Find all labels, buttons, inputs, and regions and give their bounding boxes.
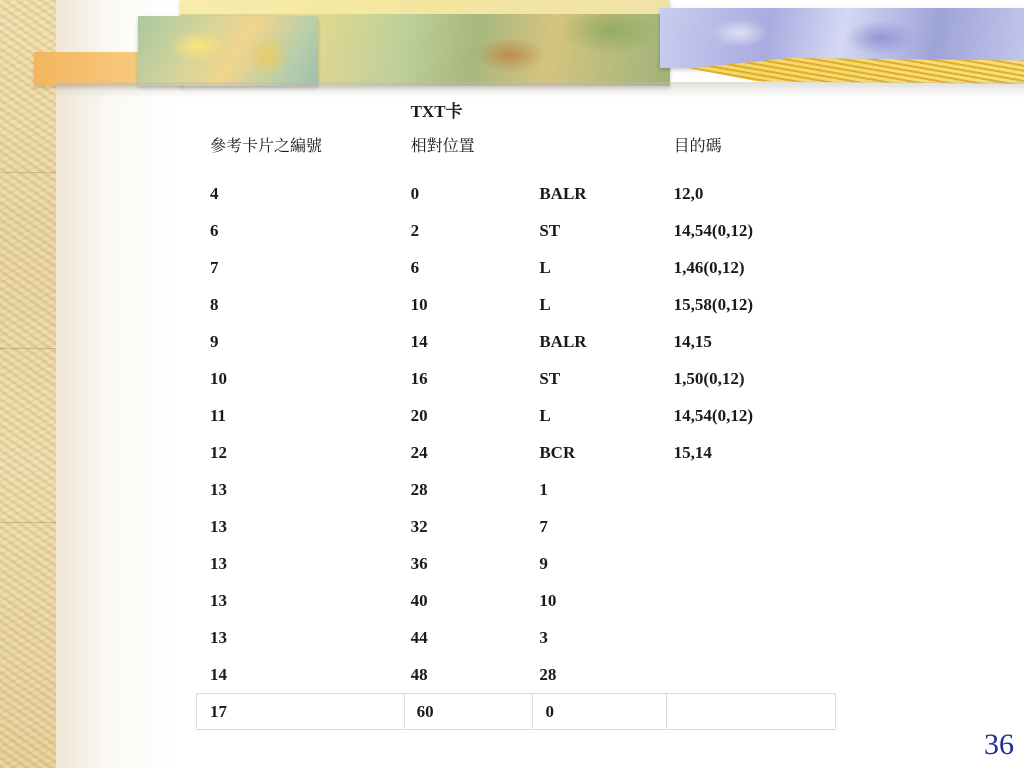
cell-relative-position: 14 <box>410 331 428 351</box>
cell-card-number: 9 <box>210 331 219 351</box>
table-body <box>196 175 836 730</box>
top-banner-decoration <box>0 0 1024 92</box>
cell-relative-position: 44 <box>410 627 428 647</box>
cell-instruction: 0 <box>532 694 666 729</box>
cell-relative-position: 16 <box>410 368 428 388</box>
cell-instruction: 28 <box>539 664 557 684</box>
cell-relative-position: 10 <box>410 294 428 314</box>
cell-card-number: 6 <box>210 220 219 240</box>
banner-leaf-tile <box>138 16 318 86</box>
table-row <box>196 249 836 286</box>
cell-instruction: BALR <box>539 183 587 203</box>
table-row <box>196 656 836 693</box>
cell-instruction: L <box>539 294 551 314</box>
cell-relative-position: 20 <box>410 405 428 425</box>
parchment-seam <box>0 348 56 349</box>
cell-object-code: 14,54(0,12) <box>673 405 753 425</box>
table-row <box>196 397 836 434</box>
cell-card-number: 10 <box>210 368 227 388</box>
cell-relative-position: 36 <box>410 553 428 573</box>
table-row <box>196 582 836 619</box>
table-header-row <box>196 123 836 175</box>
cell-card-number: 14 <box>210 664 227 684</box>
cell-card-number: 13 <box>210 479 227 499</box>
cell-object-code: 14,15 <box>673 331 712 351</box>
table-row <box>196 693 836 730</box>
header-relative-position: 相對位置 <box>410 136 475 155</box>
cell-relative-position: 0 <box>410 183 420 203</box>
cell-instruction: BALR <box>539 331 587 351</box>
banner-yellow-strip <box>180 0 670 14</box>
cell-instruction: L <box>539 257 551 277</box>
cell-card-number: 7 <box>210 257 219 277</box>
cell-relative-position: 28 <box>410 479 428 499</box>
cell-card-number: 11 <box>210 405 227 425</box>
table-row <box>196 619 836 656</box>
cell-instruction: BCR <box>539 442 576 462</box>
header-reference-card-number: 參考卡片之編號 <box>210 136 323 155</box>
cell-instruction: 3 <box>539 627 548 647</box>
parchment-sidebar-decoration <box>0 0 56 768</box>
cell-object-code <box>666 694 835 729</box>
cell-object-code: 1,50(0,12) <box>673 368 745 388</box>
cell-relative-position: 60 <box>404 694 533 729</box>
cell-card-number: 13 <box>210 627 227 647</box>
parchment-seam <box>0 172 56 173</box>
cell-instruction: 9 <box>539 553 548 573</box>
cell-relative-position: 32 <box>410 516 428 536</box>
cell-instruction: 10 <box>539 590 557 610</box>
header-object-code: 目的碼 <box>673 136 722 155</box>
parchment-fade-decoration <box>56 0 176 768</box>
cell-relative-position: 48 <box>410 664 428 684</box>
table-row <box>196 360 836 397</box>
cell-instruction: 7 <box>539 516 548 536</box>
table-row <box>196 286 836 323</box>
cell-instruction: ST <box>539 368 561 388</box>
table-row <box>196 323 836 360</box>
cell-object-code: 14,54(0,12) <box>673 220 753 240</box>
cell-relative-position: 6 <box>410 257 420 277</box>
cell-relative-position: 40 <box>410 590 428 610</box>
cell-object-code: 1,46(0,12) <box>673 257 745 277</box>
cell-instruction: ST <box>539 220 561 240</box>
cell-instruction: 1 <box>539 479 548 499</box>
cell-card-number: 13 <box>210 516 227 536</box>
page-number: 36 <box>984 728 1014 761</box>
top-header-txt-card: TXT卡 <box>410 102 463 121</box>
loader-card-table <box>196 96 836 730</box>
table-row <box>196 545 836 582</box>
table-top-header-row <box>196 96 836 123</box>
cell-object-code: 15,58(0,12) <box>673 294 753 314</box>
cell-relative-position: 24 <box>410 442 428 462</box>
cell-instruction: L <box>539 405 551 425</box>
cell-card-number: 12 <box>210 442 227 462</box>
cell-relative-position: 2 <box>410 220 420 240</box>
cell-object-code: 12,0 <box>673 183 704 203</box>
table-row <box>196 471 836 508</box>
table-row <box>196 175 836 212</box>
cell-card-number: 4 <box>210 183 219 203</box>
cell-card-number: 8 <box>210 294 219 314</box>
parchment-seam <box>0 522 56 523</box>
cell-object-code: 15,14 <box>673 442 712 462</box>
cell-card-number: 13 <box>210 590 227 610</box>
table-row <box>196 508 836 545</box>
cell-card-number: 17 <box>210 701 227 721</box>
table-row <box>196 212 836 249</box>
table-row <box>196 434 836 471</box>
cell-card-number: 13 <box>210 553 227 573</box>
